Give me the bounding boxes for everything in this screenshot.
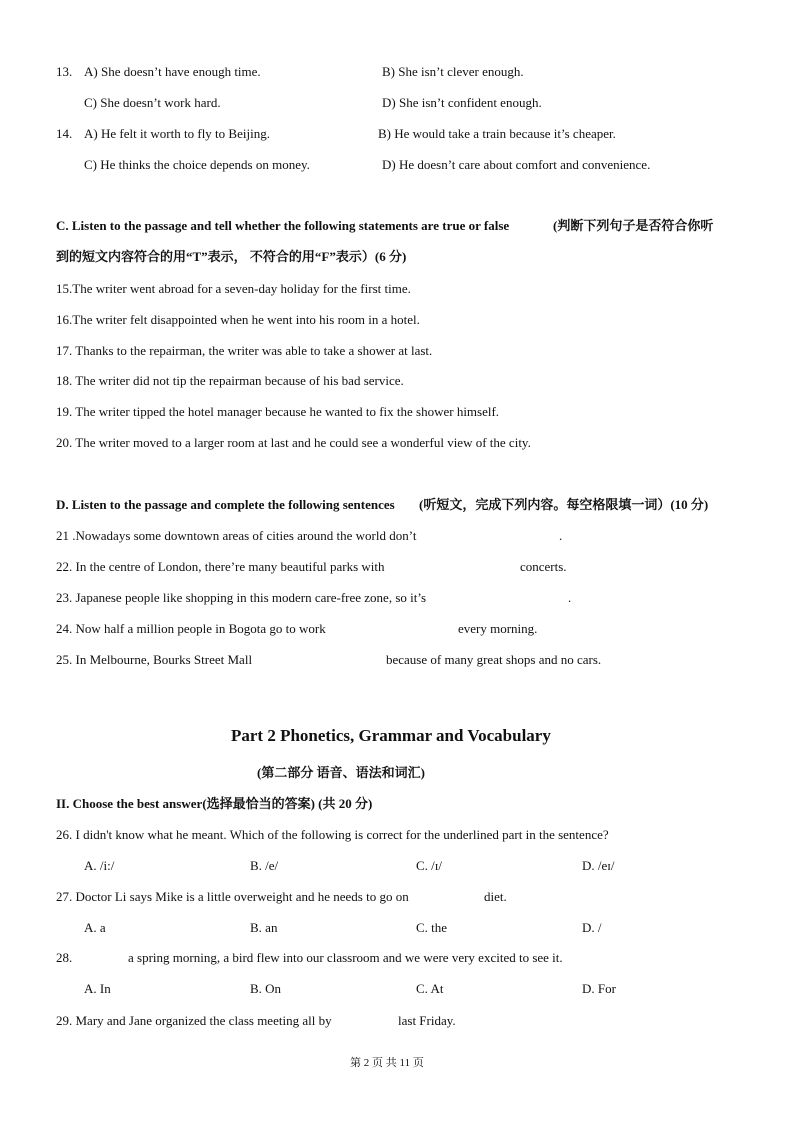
q27-option-d: D. / xyxy=(582,920,602,935)
sentence-25-end: because of many great shops and no cars. xyxy=(386,652,602,667)
section-d-heading-cn: (听短文，完成下列内容。每空格限填一词）(10 分) xyxy=(419,497,709,512)
q28-option-c: C. At xyxy=(416,981,444,996)
q13-option-b: B) She isn’t clever enough. xyxy=(382,64,524,79)
sentence-23-end: . xyxy=(568,590,572,605)
q13-option-a: A) She doesn’t have enough time. xyxy=(84,64,261,79)
q14-number: 14. xyxy=(56,126,73,141)
q27-stem: 27. Doctor Li says Mike is a little overweight and he needs to go on xyxy=(56,889,409,904)
statement-16: 16.The writer felt disappointed when he went into his room in a hotel. xyxy=(56,312,420,327)
sentence-24-end: every morning. xyxy=(458,621,538,636)
q14-option-a: A) He felt it worth to fly to Beijing. xyxy=(84,126,270,141)
q26-option-b: B. /e/ xyxy=(250,858,279,873)
q26-option-d: D. /eɪ/ xyxy=(582,858,615,873)
section-ii-heading: II. Choose the best answer(选择最恰当的答案) (共 20 分) xyxy=(56,796,373,811)
statement-15: 15.The writer went abroad for a seven-day holiday for the first time. xyxy=(56,281,411,296)
sentence-21-end: . xyxy=(559,528,563,543)
q13-option-d: D) She isn’t confident enough. xyxy=(382,95,542,110)
sentence-22-end: concerts. xyxy=(520,559,567,574)
q27-option-a: A. a xyxy=(84,920,106,935)
q28-option-a: A. In xyxy=(84,981,111,996)
page-footer: 第 2 页 共 11 页 xyxy=(350,1057,424,1069)
q26-stem: 26. I didn't know what he meant. Which of the following is correct for the underlined part in the sentence? xyxy=(56,827,609,842)
section-d-heading-en: D. Listen to the passage and complete the following sentences xyxy=(56,497,395,512)
q28-stem: a spring morning, a bird flew into our classroom and we were very excited to see it. xyxy=(128,950,563,965)
q26-option-a: A. /i:/ xyxy=(84,858,115,873)
q29-stem: 29. Mary and Jane organized the class meeting all by xyxy=(56,1013,332,1028)
sentence-25: 25. In Melbourne, Bourks Street Mall xyxy=(56,652,253,667)
q28-option-d: D. For xyxy=(582,981,616,996)
part2-subtitle: (第二部分 语音、语法和词汇) xyxy=(257,765,425,780)
statement-19: 19. The writer tipped the hotel manager because he wanted to fix the shower himself. xyxy=(56,404,500,419)
q14-option-c: C) He thinks the choice depends on money. xyxy=(84,157,310,172)
q28-option-b: B. On xyxy=(250,981,282,996)
q13-number: 13. xyxy=(56,64,73,79)
sentence-21: 21 .Nowadays some downtown areas of cities around the world don’t xyxy=(56,528,417,543)
statement-17: 17. Thanks to the repairman, the writer was able to take a shower at last. xyxy=(56,343,433,358)
statement-20: 20. The writer moved to a larger room at last and he could see a wonderful view of the city. xyxy=(56,435,531,450)
q27-option-c: C. the xyxy=(416,920,448,935)
part2-title: Part 2 Phonetics, Grammar and Vocabulary xyxy=(231,726,551,745)
section-c-heading-cn-1: (判断下列句子是否符合你听 xyxy=(553,218,714,233)
q28-number: 28. xyxy=(56,950,73,965)
q27-stem-end: diet. xyxy=(484,889,507,904)
q13-option-c: C) She doesn’t work hard. xyxy=(84,95,221,110)
q29-stem-end: last Friday. xyxy=(398,1013,456,1028)
sentence-24: 24. Now half a million people in Bogota go to work xyxy=(56,621,326,636)
section-c-heading-en: C. Listen to the passage and tell whether the following statements are true or false xyxy=(56,218,510,233)
sentence-23: 23. Japanese people like shopping in this modern care-free zone, so it’s xyxy=(56,590,427,605)
section-c-heading-cn-2: 到的短文内容符合的用“T”表示， 不符合的用“F”表示）(6 分) xyxy=(56,249,407,264)
sentence-22: 22. In the centre of London, there’re many beautiful parks with xyxy=(56,559,385,574)
q14-option-b: B) He would take a train because it’s cheaper. xyxy=(378,126,616,141)
q27-option-b: B. an xyxy=(250,920,278,935)
q26-option-c: C. /ɪ/ xyxy=(416,858,443,873)
q14-option-d: D) He doesn’t care about comfort and convenience. xyxy=(382,157,651,172)
statement-18: 18. The writer did not tip the repairman because of his bad service. xyxy=(56,373,404,388)
